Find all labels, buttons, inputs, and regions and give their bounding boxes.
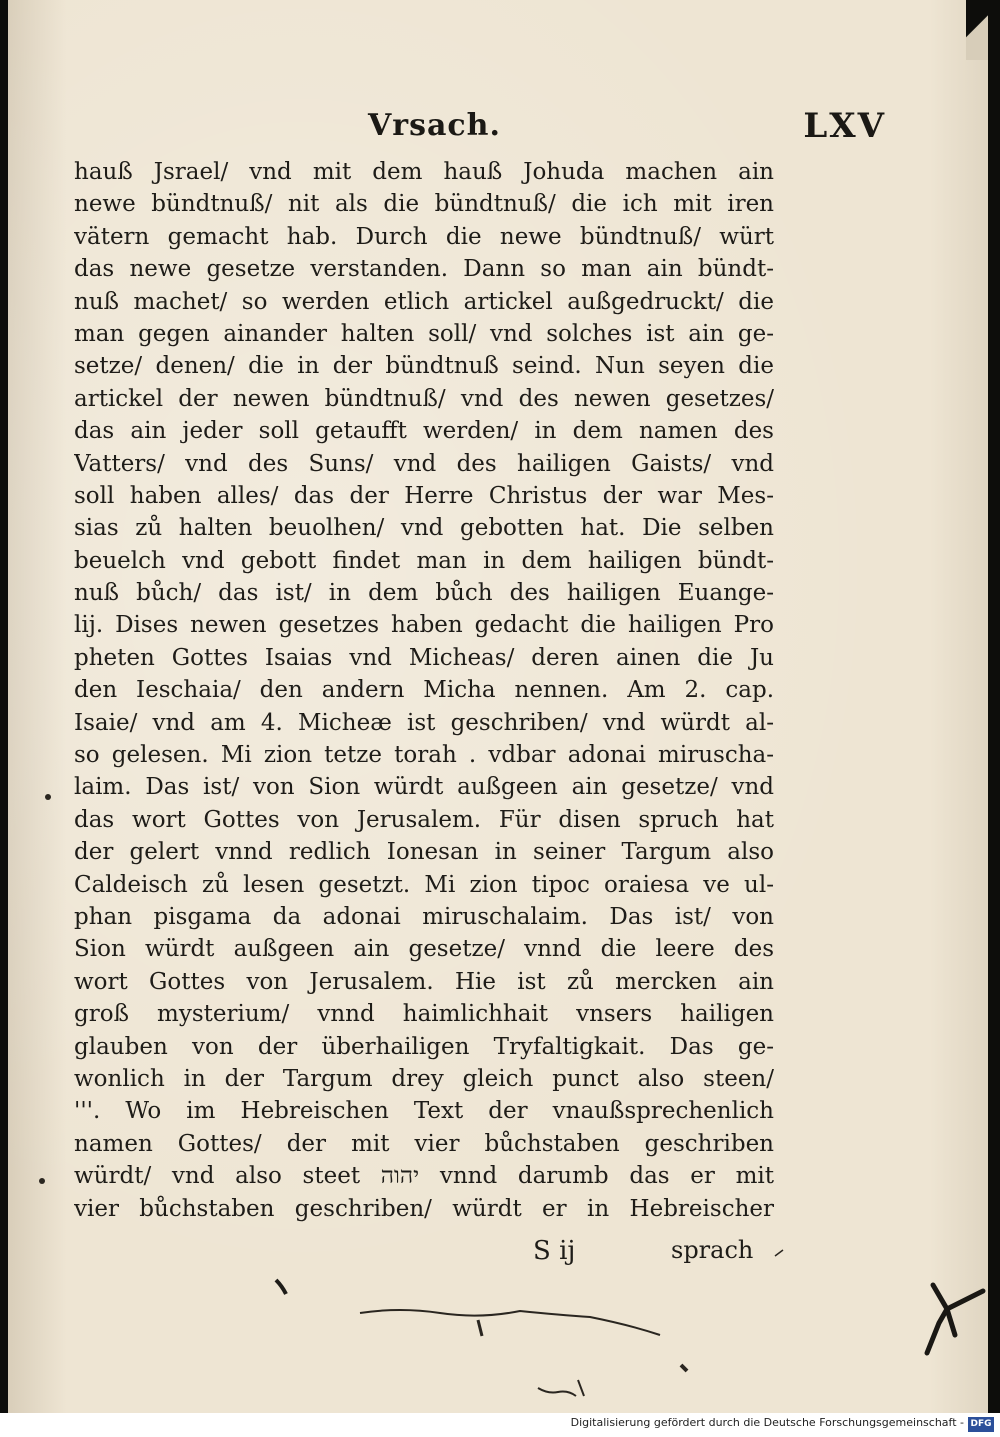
text-line: Vatters/ vnd des Suns/ vnd des hailigen Gaists/ vnd (74, 450, 774, 477)
text-line: wort Gottes von Jerusalem. Hie ist zů mercken ain (74, 968, 774, 995)
text-line: vier bůchstaben geschriben/ würdt er in Hebreischer (74, 1195, 774, 1222)
text-line: '''. Wo im Hebreischen Text der vnaußsprechenlich (74, 1098, 774, 1125)
text-line: artickel der newen bündtnuß/ vnd des newen gesetzes/ (74, 385, 774, 412)
footer-bar (0, 1413, 1000, 1437)
running-head: Vrsach. (368, 108, 501, 143)
catchword: sprach (671, 1236, 754, 1264)
text-line: phan pisgama da adonai miruschalaim. Das ist/ von (74, 903, 774, 930)
ink-dot (45, 794, 51, 800)
text-line: sias zů halten beuolhen/ vnd gebotten hat. Die selben (74, 515, 774, 542)
text-line: newe bündtnuß/ nit als die bündtnuß/ die ich mit iren (74, 191, 774, 218)
text-line: Isaie/ vnd am 4. Micheæ ist geschriben/ vnd würdt al- (74, 709, 774, 736)
ink-stroke (538, 1388, 576, 1396)
text-line: lij. Dises newen gesetzes haben gedacht die hailigen Pro (74, 612, 774, 639)
book-page (8, 0, 988, 1413)
ink-scribble (927, 1285, 983, 1353)
folio-number: LXV (803, 106, 886, 146)
ink-stroke (681, 1365, 687, 1371)
text-line: wonlich in der Targum drey gleich punct also steen/ (74, 1065, 774, 1092)
funding-credit: Digitalisierung gefördert durch die Deutsche Forschungsgemeinschaft - (570, 1416, 964, 1429)
text-line: beuelch vnd gebott findet man in dem hailigen bündt- (74, 547, 774, 574)
ink-line (360, 1310, 660, 1335)
text-line: den Ieschaia/ den andern Micha nennen. Am 2. cap. (74, 677, 774, 704)
text-line: würdt/ vnd also steet יהוה vnnd darumb das er mit (74, 1163, 774, 1190)
text-line: hauß Jsrael/ vnd mit dem hauß Johuda machen ain (74, 159, 774, 185)
text-line: nuß bůch/ das ist/ in dem bůch des hailigen Euange- (74, 580, 774, 607)
ink-stroke (578, 1380, 584, 1396)
ink-stroke (775, 1250, 783, 1256)
text-line: glauben von der überhailigen Tryfaltigkait. Das ge- (74, 1033, 774, 1060)
text-line: nuß machet/ so werden etlich artickel außgedruckt/ die (74, 288, 774, 315)
text-line: der gelert vnnd redlich Ionesan in seiner Targum also (74, 839, 774, 866)
ink-stroke (276, 1280, 286, 1294)
text-line: pheten Gottes Isaias vnd Micheas/ deren ainen die Ju (74, 644, 774, 671)
ink-stroke (478, 1320, 482, 1336)
text-line: soll haben alles/ das der Herre Christus der war Mes- (74, 482, 774, 509)
ink-blemishes (8, 0, 988, 1413)
text-line: das newe gesetze verstanden. Dann so man ain bündt- (74, 256, 774, 283)
ink-dot (39, 1178, 45, 1184)
text-line: Sion würdt außgeen ain gesetze/ vnnd die leere des (74, 936, 774, 963)
text-line: das wort Gottes von Jerusalem. Für disen spruch hat (74, 806, 774, 833)
text-line: vätern gemacht hab. Durch die newe bündtnuß/ würt (74, 223, 774, 250)
dfg-logo: DFG (968, 1417, 994, 1432)
text-line: laim. Das ist/ von Sion würdt außgeen ain gesetze/ vnd (74, 774, 774, 801)
text-line: so gelesen. Mi zion tetze torah . vdbar adonai miruscha- (74, 742, 774, 769)
signature-mark: S ij (533, 1236, 576, 1266)
text-line: groß mysterium/ vnnd haimlichhait vnsers hailigen (74, 1001, 774, 1028)
text-line: Caldeisch zů lesen gesetzt. Mi zion tipoc oraiesa ve ul- (74, 871, 774, 898)
text-line: setze/ denen/ die in der bündtnuß seind. Nun seyen die (74, 353, 774, 380)
text-line: namen Gottes/ der mit vier bůchstaben geschriben (74, 1130, 774, 1157)
text-line: man gegen ainander halten soll/ vnd solches ist ain ge- (74, 320, 774, 347)
text-line: das ain jeder soll getaufft werden/ in dem namen des (74, 418, 774, 445)
